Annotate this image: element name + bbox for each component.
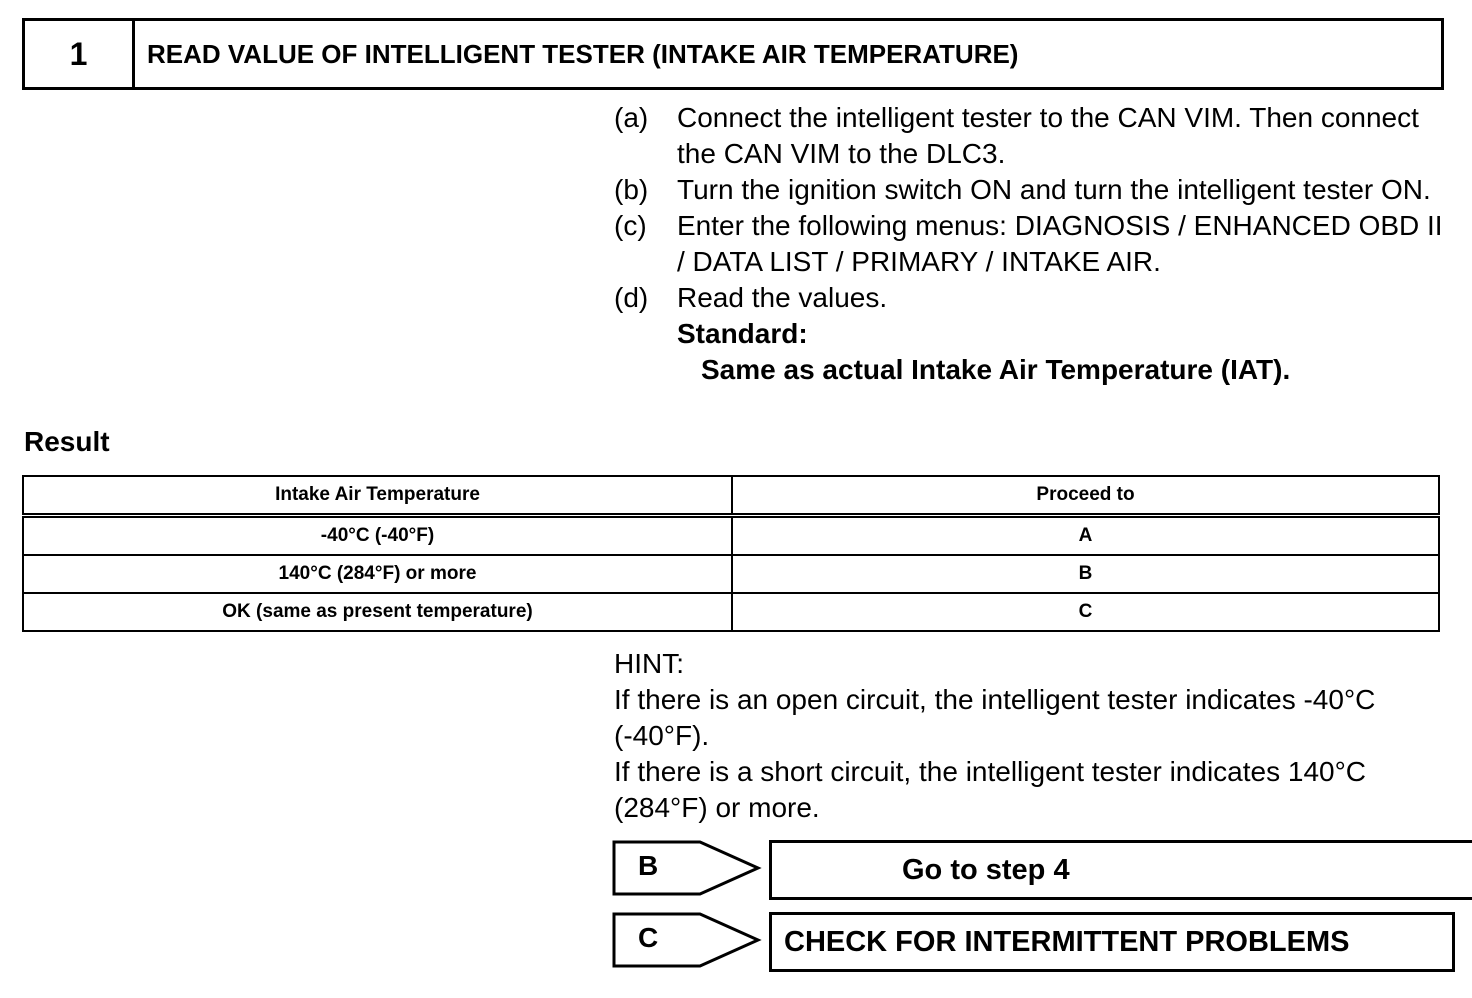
proceed-row-b <box>612 840 1442 900</box>
hint-label: HINT: <box>614 648 684 679</box>
arrow-label-icon <box>612 840 762 898</box>
standard-label: Standard: <box>677 318 808 349</box>
proceed-cell: C <box>732 593 1439 631</box>
step-number: 1 <box>25 21 135 87</box>
instruction-b <box>614 172 1454 208</box>
result-label: Result <box>24 426 110 457</box>
table-header-row <box>23 476 1439 516</box>
temperature-cell: 140°C (284°F) or more <box>23 555 732 593</box>
proceed-cell: B <box>732 555 1439 593</box>
instruction-d <box>614 280 1454 316</box>
instruction-c <box>614 208 1454 280</box>
instruction-text: Turn the ignition switch ON and turn the intelligent tester ON. <box>677 174 1431 205</box>
instruction-label: (b) <box>614 174 649 205</box>
instruction-label: (d) <box>614 282 649 313</box>
proceed-action-text: CHECK FOR INTERMITTENT PROBLEMS <box>784 925 1350 958</box>
temperature-cell: OK (same as present temperature) <box>23 593 732 631</box>
instruction-a <box>614 100 1454 172</box>
table-row <box>23 516 1439 556</box>
instruction-label: (c) <box>614 210 647 241</box>
column-header-proceed: Proceed to <box>732 476 1439 516</box>
proceed-cell: A <box>732 516 1439 556</box>
proceed-action-box[interactable] <box>769 912 1455 972</box>
proceed-letter: B <box>638 850 659 881</box>
proceed-letter: C <box>638 922 659 953</box>
proceed-action-text: Go to step 4 <box>902 853 1070 886</box>
instruction-text: Read the values. <box>677 282 888 313</box>
arrow-label-icon <box>612 912 762 970</box>
table-row <box>23 555 1439 593</box>
hint-block <box>614 646 1454 826</box>
hint-line: If there is a short circuit, the intelligent tester indicates 140°C (284°F) or more. <box>614 756 1367 823</box>
proceed-action-box[interactable] <box>769 840 1472 900</box>
instruction-text: Connect the intelligent tester to the CAN VIM. Then connect the CAN VIM to the DLC3. <box>677 102 1419 169</box>
proceed-row-c <box>612 912 1442 972</box>
temperature-cell: -40°C (-40°F) <box>23 516 732 556</box>
hint-line: If there is an open circuit, the intelligent tester indicates -40°C (-40°F). <box>614 684 1376 751</box>
table-row <box>23 593 1439 631</box>
instruction-text: Enter the following menus: DIAGNOSIS / ENHANCED OBD II / DATA LIST / PRIMARY / INTAKE AIR. <box>677 210 1443 277</box>
result-table <box>22 475 1440 632</box>
instruction-label: (a) <box>614 102 649 133</box>
standard-value: Same as actual Intake Air Temperature (IAT). <box>701 354 1291 385</box>
step-header <box>22 18 1444 90</box>
instructions <box>614 100 1454 388</box>
column-header-temperature: Intake Air Temperature <box>23 476 732 516</box>
step-title: READ VALUE OF INTELLIGENT TESTER (INTAKE AIR TEMPERATURE) <box>147 38 1019 69</box>
